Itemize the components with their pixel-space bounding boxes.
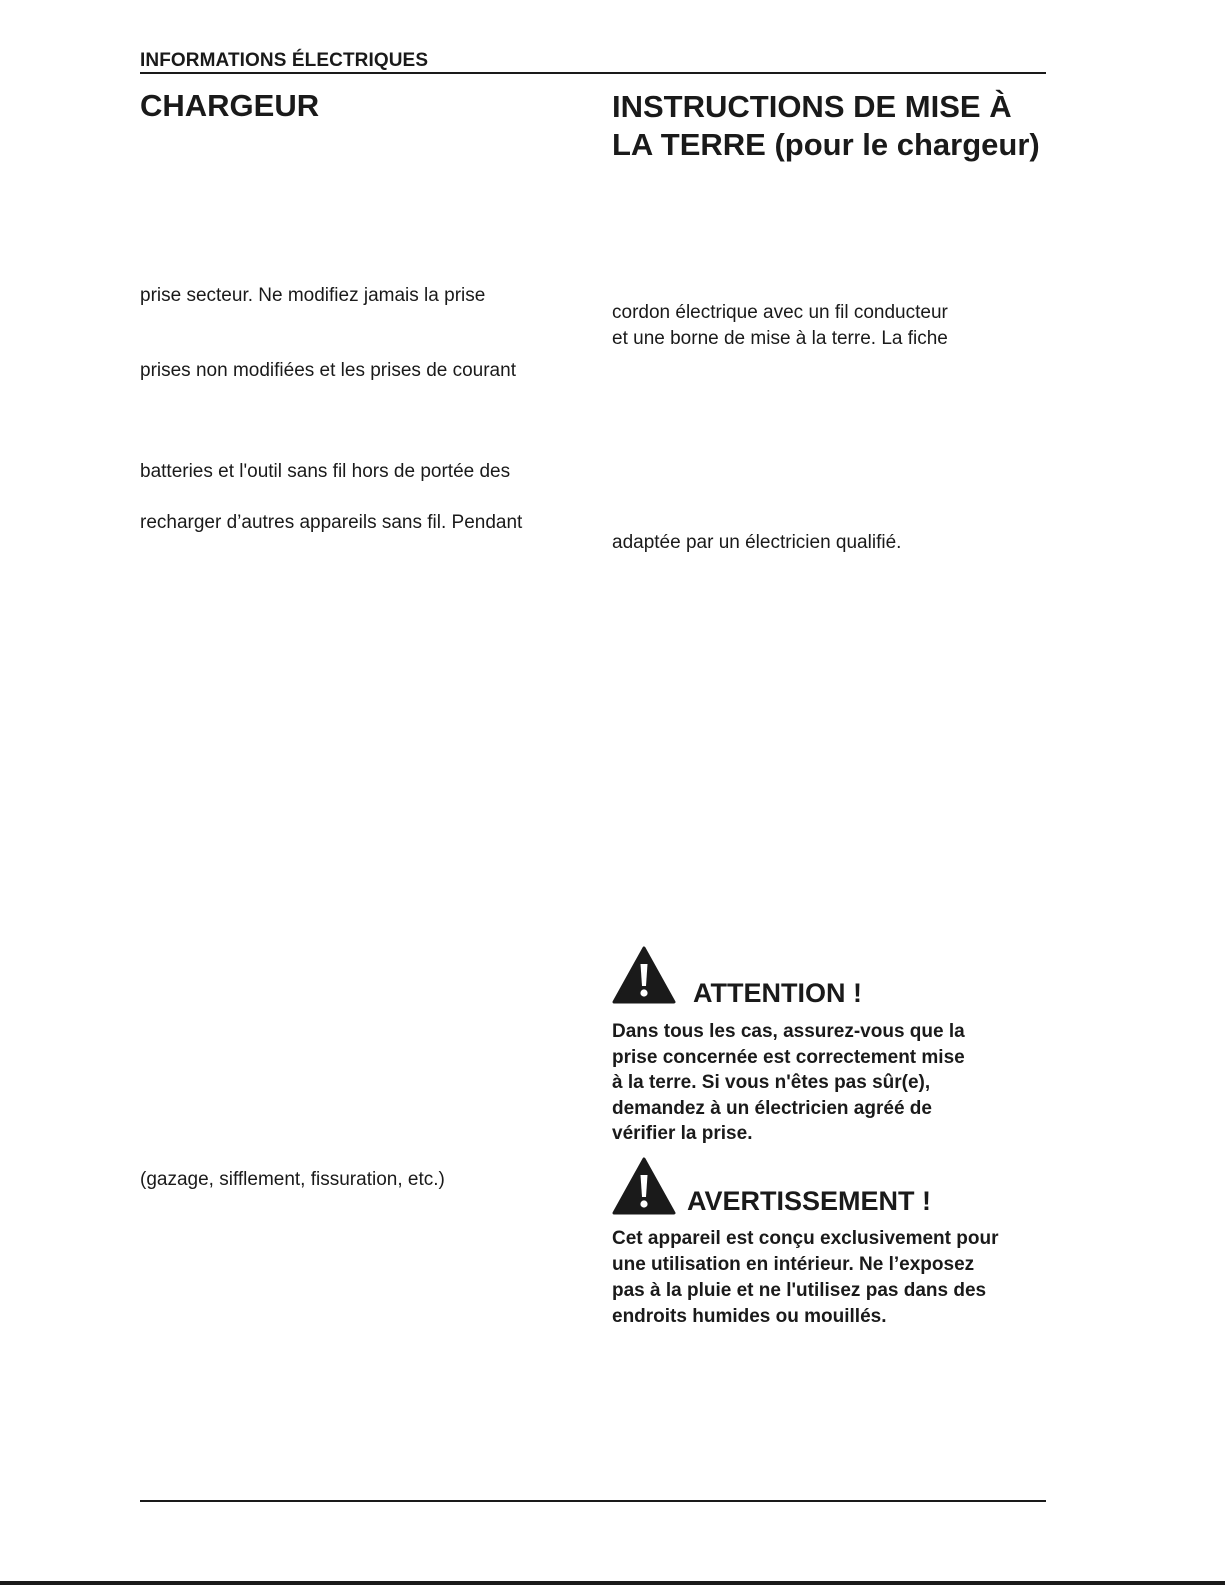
page-edge: [0, 1581, 1225, 1585]
attention-line-3: à la terre. Si vous n'êtes pas sûr(e),: [612, 1072, 931, 1093]
warning-triangle-icon: [612, 946, 676, 1004]
attention-line-2: prise concernée est correctement mise: [612, 1047, 965, 1068]
left-line-4: recharger d’autres appareils sans fil. Pendant: [140, 512, 523, 533]
attention-line-1: Dans tous les cas, assurez-vous que la: [612, 1021, 965, 1042]
left-line-3: batteries et l'outil sans fil hors de portée des: [140, 461, 511, 482]
top-rule: [140, 72, 1046, 74]
attention-line-5: vérifier la prise.: [612, 1123, 753, 1144]
right-line-2: et une borne de mise à la terre. La fiche: [612, 328, 948, 349]
avertissement-line-2: une utilisation en intérieur. Ne l’exposez: [612, 1254, 975, 1275]
avertissement-line-4: endroits humides ou mouillés.: [612, 1306, 887, 1327]
right-line-1: cordon électrique avec un fil conducteur: [612, 302, 948, 323]
avertissement-line-1: Cet appareil est conçu exclusivement pour: [612, 1228, 999, 1249]
bottom-rule: [140, 1500, 1046, 1502]
warning-triangle-icon: [612, 1157, 676, 1215]
section-header: INFORMATIONS ÉLECTRIQUES: [140, 50, 429, 71]
left-line-1: prise secteur. Ne modifiez jamais la prise: [140, 285, 486, 306]
attention-line-4: demandez à un électricien agréé de: [612, 1098, 932, 1119]
avertissement-line-3: pas à la pluie et ne l'utilisez pas dans des: [612, 1280, 987, 1301]
left-line-2: prises non modifiées et les prises de courant: [140, 360, 516, 381]
attention-title: ATTENTION !: [693, 978, 862, 1008]
avertissement-title: AVERTISSEMENT !: [687, 1186, 932, 1216]
right-line-3: adaptée par un électricien qualifié.: [612, 532, 902, 553]
grounding-heading-line-2: LA TERRE (pour le chargeur): [612, 127, 1040, 162]
grounding-heading: [612, 88, 1052, 164]
charger-heading: CHARGEUR: [140, 88, 320, 123]
left-line-5: (gazage, sifflement, fissuration, etc.): [140, 1169, 445, 1190]
grounding-heading-line-1: INSTRUCTIONS DE MISE À: [612, 89, 1012, 124]
